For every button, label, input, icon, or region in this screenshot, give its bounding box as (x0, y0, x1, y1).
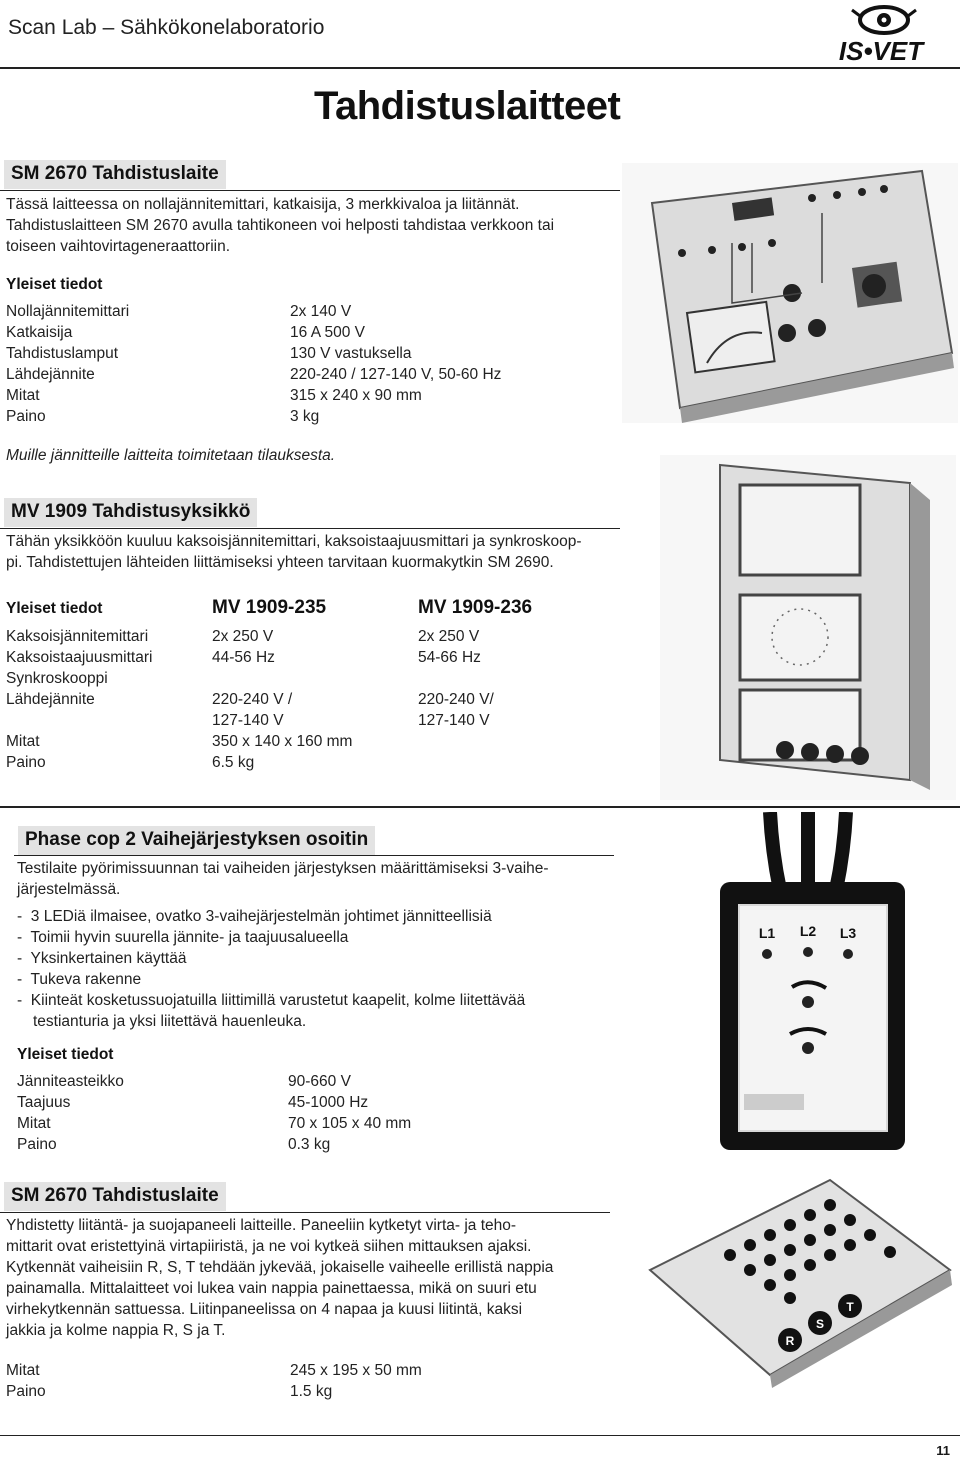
spec-label: Jänniteasteikko (17, 1073, 124, 1090)
s4-desc-line: Kytkennät vaiheisiin R, S, T tehdään jykevää, jokaiselle vaiheelle erillistä nappia (6, 1259, 554, 1276)
spec-row (6, 322, 365, 343)
button-label-r: R (785, 1334, 795, 1348)
spec-value: 2x 140 V (290, 303, 352, 320)
spec-row (6, 1360, 422, 1381)
spec-label: Mitat (6, 387, 40, 404)
page-title: Tahdistuslaitteet (314, 84, 621, 128)
spec-row (17, 1071, 351, 1092)
spec-value-a: 44-56 Hz (212, 649, 275, 666)
spec-row (6, 710, 490, 731)
button-label-s: S (815, 1317, 825, 1331)
spec-value: 315 x 240 x 90 mm (290, 387, 422, 404)
spec-row (6, 385, 422, 406)
spec-label: Mitat (6, 733, 40, 750)
s4-desc-line: Yhdistetty liitäntä- ja suojapaneeli laitteille. Paneeliin kytketyt virta- ja teho- (6, 1217, 517, 1234)
s2-desc-line: pi. Tahdistettujen lähteiden liittämiseksi yhteen tarvitaan kuormakytkin SM 2690. (6, 554, 554, 571)
spec-value: 1.5 kg (290, 1383, 333, 1400)
s1-desc-line: Tahdistuslaitteen SM 2670 avulla tahtikoneen voi helposti tahdistaa verkkoon tai (6, 217, 555, 234)
s1-desc-line: toiseen vaihtovirtageneraattoriin. (6, 238, 231, 255)
spec-label: Paino (6, 408, 46, 425)
section-rule (0, 1212, 610, 1213)
spec-value-a: 350 x 140 x 160 mm (212, 733, 353, 750)
spec-label: Paino (17, 1136, 57, 1153)
list-item-text: 3 LEDiä ilmaisee, ovatko 3-vaihejärjestelmän johtimet jännitteellisiä (30, 908, 492, 925)
list-item-text: Toimii hyvin suurella jännite- ja taajuusalueella (30, 929, 349, 946)
s4-desc-line: painamalla. Mittalaitteet voi lukea vain nappia painettaessa, mikä on suuri etu (6, 1280, 537, 1297)
spec-value-b: 2x 250 V (418, 628, 480, 645)
list-item: - 3 LEDiä ilmaisee, ovatko 3-vaihejärjestelmän johtimet jännitteellisiä (17, 908, 492, 925)
sm2670-device-photo (622, 163, 958, 423)
s4-desc-line: virhekytkennän sattuessa. Liitinpaneelissa on 4 napaa ja kuusi liitintä, kaksi (6, 1301, 523, 1318)
page-number: 11 (936, 1443, 950, 1458)
spec-value-a: 127-140 V (212, 712, 284, 729)
spec-label: Paino (6, 1383, 46, 1400)
s1-note: Muille jännitteille laitteita toimitetaan tilauksesta. (6, 447, 336, 464)
spec-label: Kaksoistaajuusmittari (6, 649, 153, 666)
section-rule (0, 528, 620, 529)
spec-value-a: 220-240 V / (212, 691, 293, 708)
section-heading-phasecop: Phase cop 2 Vaihejärjestyksen osoitin (18, 826, 375, 855)
section-heading-sm2670-panel: SM 2670 Tahdistuslaite (4, 1182, 226, 1211)
list-item-text: Kiinteät kosketussuojatuilla liittimillä varustetut kaapelit, kolme liitettävää (30, 992, 526, 1009)
spec-value-b: 54-66 Hz (418, 649, 481, 666)
spec-value: 70 x 105 x 40 mm (288, 1115, 412, 1132)
spec-row (6, 731, 353, 752)
model-column-b: MV 1909-236 (418, 597, 533, 618)
list-item: - Tukeva rakenne (17, 971, 142, 988)
spec-row (6, 343, 412, 364)
s3-general-heading: Yleiset tiedot (17, 1046, 114, 1063)
section-heading-mv1909: MV 1909 Tahdistusyksikkö (4, 498, 257, 527)
section-rule (0, 190, 620, 191)
spec-label: Taajuus (17, 1094, 71, 1111)
led-label-l3: L3 (839, 925, 857, 941)
s2-desc-line: Tähän yksikköön kuuluu kaksoisjännitemittari, kaksoistaajuusmittari ja synkroskoop- (6, 533, 582, 550)
s1-desc-line: Tässä laitteessa on nollajännitemittari, katkaisija, 3 merkkivaloa ja liitännät. (6, 196, 520, 213)
spec-label: Mitat (6, 1362, 40, 1379)
s4-spec-table (6, 1360, 422, 1402)
s1-general-heading: Yleiset tiedot (6, 276, 103, 293)
spec-value-a: 6.5 kg (212, 754, 255, 771)
spec-row (6, 689, 494, 710)
s4-desc-line: jakkia ja kolme nappia R, S ja T. (6, 1322, 226, 1339)
spec-value-b: 220-240 V/ (418, 691, 494, 708)
spec-label: Lähdejännite (6, 366, 95, 383)
model-column-a: MV 1909-235 (212, 597, 327, 618)
spec-label: Synkroskooppi (6, 670, 108, 687)
list-item: - Kiinteät kosketussuojatuilla liittimillä varustetut kaapelit, kolme liitettävää (17, 992, 526, 1009)
spec-row (6, 668, 152, 689)
spec-label: Tahdistuslamput (6, 345, 119, 362)
spec-row (6, 1381, 333, 1402)
list-item: - Yksinkertainen käyttää (17, 950, 187, 967)
button-label-t: T (846, 1300, 854, 1314)
spec-label: Lähdejännite (6, 691, 95, 708)
section-divider (0, 806, 960, 808)
led-label-l1: L1 (758, 925, 776, 941)
s3-desc-line: Testilaite pyörimissuunnan tai vaiheiden järjestyksen määrittämiseksi 3-vaihe- (17, 860, 549, 877)
spec-label: Paino (6, 754, 46, 771)
spec-row (17, 1092, 369, 1113)
s1-spec-table (6, 301, 502, 427)
s2-description (6, 531, 581, 573)
spec-row (6, 364, 502, 385)
header-rule (0, 67, 960, 69)
connection-panel-photo (640, 1160, 956, 1390)
s3-spec-table (17, 1071, 412, 1155)
list-item-text: Tukeva rakenne (30, 971, 142, 988)
spec-value: 130 V vastuksella (290, 345, 412, 362)
logo-text: IS•VET (838, 36, 924, 64)
spec-row (17, 1113, 412, 1134)
s4-desc-line: mittarit ovat eristettyinä virtapiiristä, ja ne voi kytkeä siihen mittauksen ajaksi. (6, 1238, 532, 1255)
spec-row (6, 301, 352, 322)
footer-rule (0, 1435, 960, 1436)
s3-feature-list (17, 906, 525, 1032)
s3-desc-line: järjestelmässä. (17, 881, 121, 898)
header-title: Scan Lab – Sähkökonelaboratorio (8, 16, 325, 39)
section-heading-sm2670: SM 2670 Tahdistuslaite (4, 160, 226, 189)
list-item-continuation: testianturia ja yksi liitettävä hauenleuka. (33, 1013, 307, 1030)
spec-label: Katkaisija (6, 324, 73, 341)
spec-label: Mitat (17, 1115, 51, 1132)
s2-general-heading: Yleiset tiedot (6, 600, 103, 617)
spec-value-a: 2x 250 V (212, 628, 274, 645)
s4-description (6, 1215, 553, 1341)
spec-value: 90-660 V (288, 1073, 351, 1090)
spec-row (6, 406, 320, 427)
list-item-text: Yksinkertainen käyttää (30, 950, 187, 967)
phasecop-device-photo (680, 812, 940, 1157)
spec-row (6, 647, 481, 668)
spec-value: 245 x 195 x 50 mm (290, 1362, 422, 1379)
s2-spec-table (6, 626, 494, 773)
spec-value-b: 127-140 V (418, 712, 490, 729)
spec-value: 3 kg (290, 408, 320, 425)
spec-value: 0.3 kg (288, 1136, 331, 1153)
spec-row (6, 626, 480, 647)
s1-description (6, 194, 554, 257)
isvet-logo (806, 4, 956, 64)
spec-row (17, 1134, 331, 1155)
s3-description (17, 858, 549, 900)
spec-label: Kaksoisjännitemittari (6, 628, 149, 645)
spec-value: 220-240 / 127-140 V, 50-60 Hz (290, 366, 502, 383)
spec-value: 16 A 500 V (290, 324, 365, 341)
spec-value: 45-1000 Hz (288, 1094, 369, 1111)
led-label-l2: L2 (799, 923, 817, 939)
mv1909-device-photo (660, 455, 956, 800)
section-rule (14, 855, 614, 856)
spec-row (6, 752, 255, 773)
list-item: - Toimii hyvin suurella jännite- ja taajuusalueella (17, 929, 349, 946)
spec-label: Nollajännitemittari (6, 303, 130, 320)
